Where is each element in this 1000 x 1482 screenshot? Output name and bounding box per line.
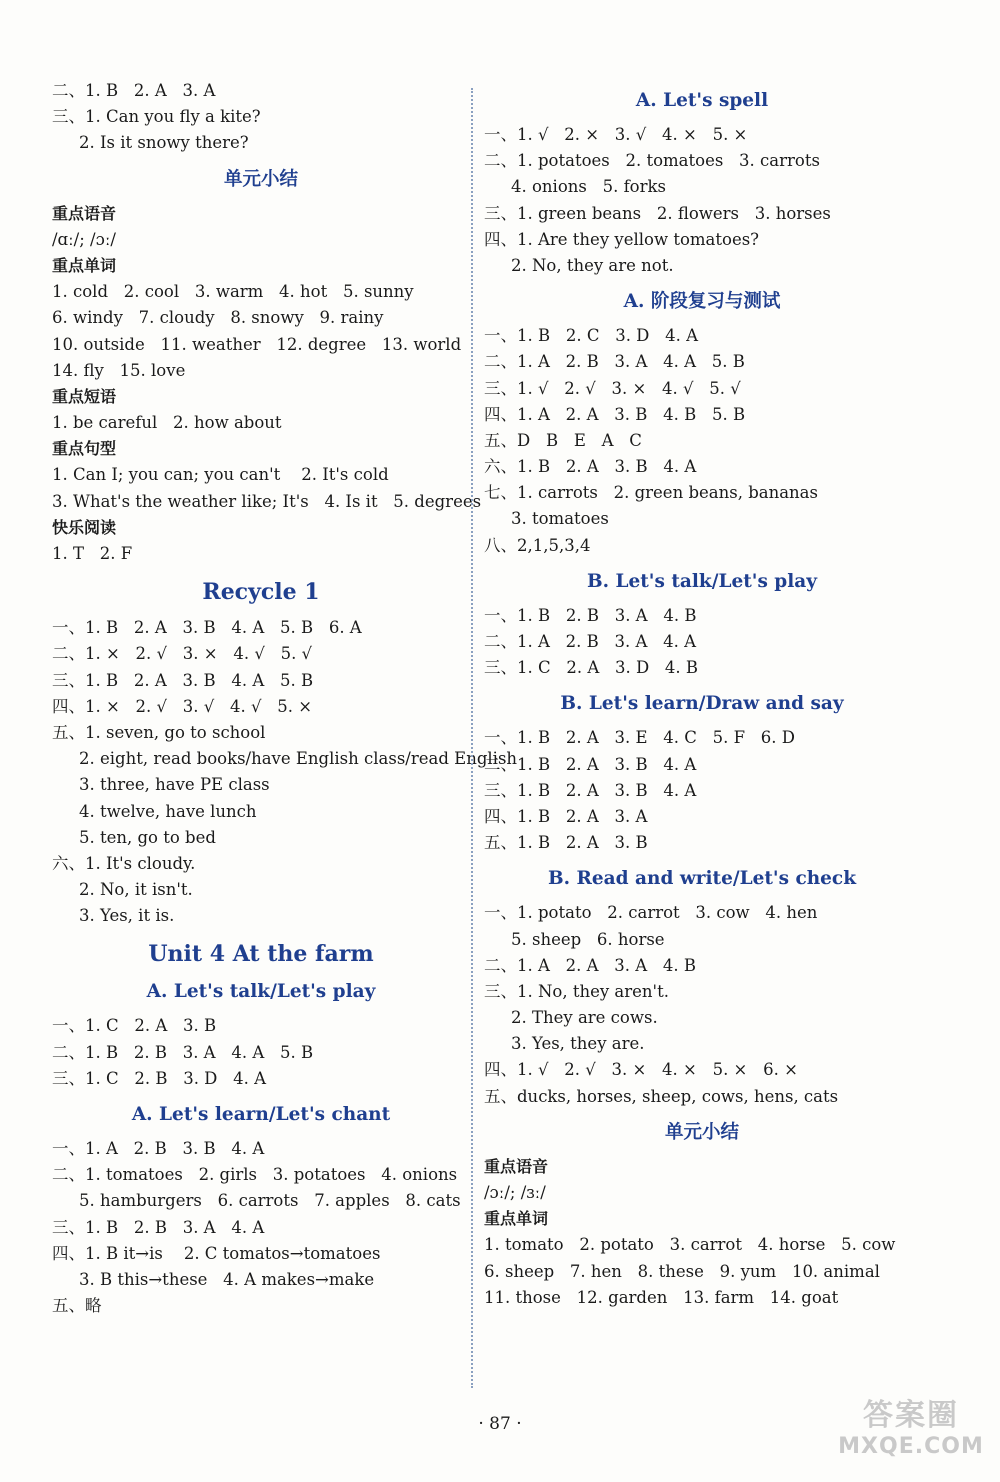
right-column [484, 78, 920, 1311]
answer-line: 1. cold 2. cool 3. warm 4. hot 5. sunny [52, 282, 414, 302]
answer-line: 5. hamburgers 6. carrots 7. apples 8. cats [79, 1191, 461, 1211]
answer-line: 四、1. Are they yellow tomatoes? [484, 229, 760, 249]
answer-line: 2. Is it snowy there? [79, 133, 249, 153]
answer-line: 二、1. B 2. B 3. A 4. A 5. B [52, 1042, 314, 1062]
answer-line: 五、ducks, horses, sheep, cows, hens, cats [484, 1086, 839, 1106]
answer-line: 三、1. C 2. A 3. D 4. B [484, 658, 699, 678]
answer-line: 5. sheep 6. horse [511, 929, 665, 949]
section-heading: A. Let's spell [635, 90, 769, 111]
answer-line: 3. three, have PE class [79, 775, 270, 795]
section-heading: 单元小结 [664, 1121, 739, 1143]
answer-line: 1. Can I; you can; you can't 2. It's cold [52, 465, 389, 485]
answer-line: 二、1. A 2. A 3. A 4. B [484, 955, 697, 975]
column-divider [471, 88, 473, 1388]
answer-line: 三、1. green beans 2. flowers 3. horses [484, 203, 831, 223]
answer-line: 5. ten, go to bed [79, 827, 216, 847]
unit-heading: Unit 4 At the farm [148, 941, 374, 968]
answer-line: 五、1. B 2. A 3. B [484, 833, 648, 853]
subsection-label: 重点语音 [484, 1156, 549, 1176]
answer-line: 三、1. B 2. B 3. A 4. A [52, 1217, 265, 1237]
answer-line: /ɑː/; /ɔː/ [52, 229, 116, 249]
subsection-label: 重点单词 [52, 255, 117, 275]
answer-line: 3. What's the weather like; It's 4. Is it 5. degrees [52, 491, 482, 511]
answer-line: 三、1. √ 2. √ 3. × 4. √ 5. √ [484, 378, 741, 398]
answer-line: 二、1. potatoes 2. tomatoes 3. carrots [484, 151, 820, 171]
section-heading: A. Let's learn/Let's chant [131, 1104, 391, 1125]
answer-line: 1. be careful 2. how about [52, 413, 282, 433]
answer-line: 四、1. A 2. A 3. B 4. B 5. B [484, 404, 746, 424]
answer-line: 三、1. C 2. B 3. D 4. A [52, 1068, 267, 1088]
answer-line: 二、1. B 2. A 3. B 4. A [484, 754, 697, 774]
answer-line: 一、1. B 2. A 3. B 4. A 5. B 6. A [52, 618, 362, 638]
answer-line: 四、1. B it→is 2. C tomatos→tomatoes [52, 1243, 381, 1263]
answer-line: 一、1. B 2. A 3. E 4. C 5. F 6. D [484, 728, 795, 748]
answer-line: 14. fly 15. love [52, 360, 186, 380]
answer-line: 2. No, it isn't. [79, 880, 193, 900]
subsection-label: 快乐阅读 [52, 517, 117, 537]
answer-line: 4. twelve, have lunch [79, 801, 257, 821]
watermark-glyph: 答案圈 [863, 1398, 959, 1433]
answer-line: 10. outside 11. weather 12. degree 13. world [52, 334, 462, 354]
answer-line: 1. tomato 2. potato 3. carrot 4. horse 5. cow [484, 1235, 896, 1255]
answer-line: 二、1. × 2. √ 3. × 4. √ 5. √ [52, 644, 313, 664]
subsection-label: 重点语音 [52, 203, 117, 223]
watermark-url: MXQE.COM [838, 1434, 984, 1459]
answer-line: 三、1. Can you fly a kite? [52, 107, 261, 127]
answer-line: 四、1. × 2. √ 3. √ 4. √ 5. × [52, 696, 313, 716]
answer-line: 6. windy 7. cloudy 8. snowy 9. rainy [52, 308, 384, 328]
answer-line: 六、1. It's cloudy. [52, 853, 196, 873]
answer-line: 二、1. tomatoes 2. girls 3. potatoes 4. onions [52, 1165, 458, 1185]
answer-line: 2. No, they are not. [511, 255, 674, 275]
answer-line: 6. sheep 7. hen 8. these 9. yum 10. animal [484, 1261, 880, 1281]
answer-line: 一、1. B 2. B 3. A 4. B [484, 605, 697, 625]
section-heading: B. Let's talk/Let's play [586, 570, 818, 592]
answer-line: 一、1. potato 2. carrot 3. cow 4. hen [484, 903, 818, 923]
answer-line: 三、1. B 2. A 3. B 4. A 5. B [52, 670, 314, 690]
answer-line: 3. tomatoes [511, 509, 609, 529]
answer-line: 二、1. A 2. B 3. A 4. A 5. B [484, 352, 745, 372]
answer-line: 五、略 [52, 1296, 102, 1316]
section-heading: A. Let's talk/Let's play [146, 981, 376, 1003]
answer-line: 二、1. A 2. B 3. A 4. A [484, 632, 697, 651]
subsection-label: 重点短语 [52, 386, 117, 406]
answer-line: 七、1. carrots 2. green beans, bananas [484, 483, 818, 503]
answer-line: 2. eight, read books/have English class/read English [79, 749, 518, 769]
answer-line: 一、1. A 2. B 3. B 4. A [52, 1139, 265, 1158]
answer-line: 4. onions 5. forks [511, 177, 666, 197]
answer-line: 一、1. √ 2. × 3. √ 4. × 5. × [484, 125, 748, 144]
subsection-label: 重点句型 [52, 439, 117, 459]
answer-line: 三、1. B 2. A 3. B 4. A [484, 780, 697, 800]
answer-line: 一、1. C 2. A 3. B [52, 1016, 217, 1036]
watermark-logo [836, 1390, 986, 1476]
answer-line: 五、D B E A C [484, 430, 642, 450]
answer-line: 三、1. No, they aren't. [484, 981, 669, 1001]
section-heading: B. Read and write/Let's check [547, 868, 857, 890]
answer-line: 二、1. B 2. A 3. A [52, 81, 216, 100]
answer-line: 11. those 12. garden 13. farm 14. goat [484, 1287, 839, 1307]
answer-line: 四、1. √ 2. √ 3. × 4. × 5. × 6. × [484, 1060, 798, 1080]
section-heading: B. Let's learn/Draw and say [560, 693, 844, 715]
answer-line: 3. Yes, they are. [511, 1034, 645, 1054]
answer-line: 3. B this→these 4. A makes→make [79, 1269, 375, 1289]
answer-line: 1. T 2. F [52, 544, 133, 563]
section-heading: A. 阶段复习与测试 [623, 291, 781, 313]
answer-line: 2. They are cows. [511, 1008, 658, 1028]
section-heading: 单元小结 [223, 168, 298, 190]
answer-line: /ɔː/; /ɜː/ [484, 1183, 546, 1202]
answer-line: 五、1. seven, go to school [52, 722, 266, 742]
unit-heading: Recycle 1 [202, 579, 320, 606]
subsection-label: 重点单词 [484, 1209, 549, 1229]
answer-line: 八、2,1,5,3,4 [484, 535, 591, 555]
answer-line: 四、1. B 2. A 3. A [484, 806, 648, 826]
answer-line: 一、1. B 2. C 3. D 4. A [484, 326, 699, 346]
answer-line: 3. Yes, it is. [79, 906, 175, 926]
answer-line: 六、1. B 2. A 3. B 4. A [484, 457, 697, 477]
page-number: · 87 · [478, 1414, 522, 1434]
